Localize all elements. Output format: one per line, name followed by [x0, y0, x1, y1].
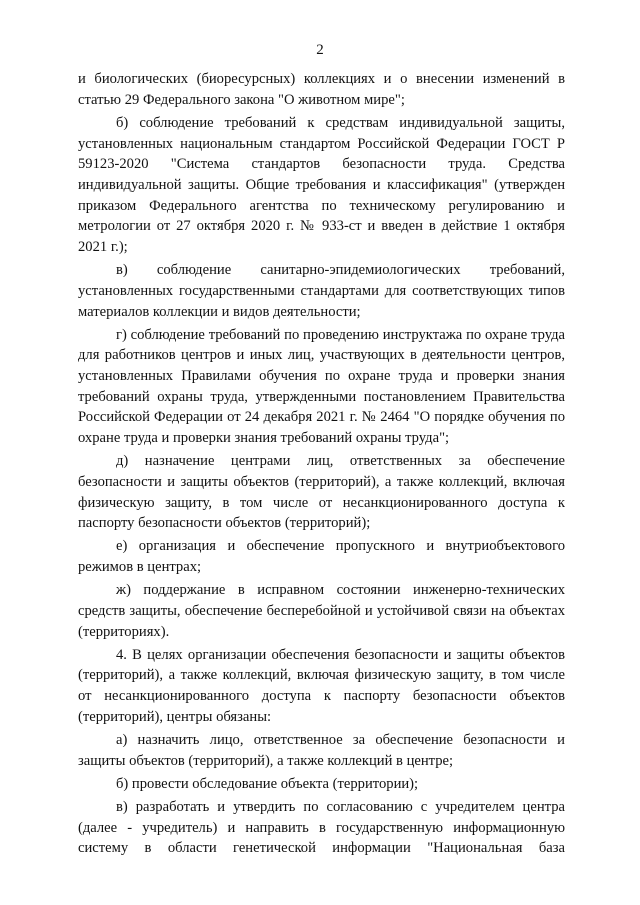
paragraph-v-develop-approve: в) разработать и утвердить по согласованию с учредителем центра (далее - учредитель) и направить в государственную информационную систему в области генетической информации "Национальная база — [78, 798, 565, 857]
paragraph-b-ppe-requirements: б) соблюдение требований к средствам индивидуальной защиты, установленных национальным стандартом Российской Федерации ГОСТ Р 59123-2020 "Система стандартов безопасности труда. Средства индивидуальной защиты. Общие требования и классификация" (утвержден приказом Федерального агентства по техническому регулированию и метрологии от 27 октября 2020 г. № 933-ст и введен в действие 1 октября 2021 г.); — [78, 114, 565, 256]
paragraph-g-safety-briefing: г) соблюдение требований по проведению инструктажа по охране труда для работников центров и иных лиц, участвующих в деятельности центров, установленных Правилами обучения по охране труда и проверки знания требований охраны труда, утвержденными постановлением Правительства Российской Федерации от 24 декабря 2021 г. № 2464 "О порядке обучения по охране труда и проверки знания требований охраны труда"; — [78, 326, 565, 447]
paragraph-d-responsible-persons: д) назначение центрами лиц, ответственных за обеспечение безопасности и защиты объектов (территорий), а также коллекций, включая физическую защиту, в том числе от несанкционированного доступа к паспорту безопасности объектов (территорий); — [78, 453, 565, 532]
page-number: 2 — [316, 42, 324, 58]
paragraph-zh-technical-means: ж) поддержание в исправном состоянии инженерно-технических средств защиты, обеспечение бесперебойной и устойчивой связи на объектах (территориях). — [78, 582, 565, 640]
paragraph-continuation: и биологических (биоресурсных) коллекциях и о внесении изменений в статью 29 Федерального закона "О животном мире"; — [78, 71, 565, 108]
paragraph-v-sanitary-requirements: в) соблюдение санитарно-эпидемиологических требований, установленных государственными стандартами для соответствующих типов материалов коллекции и видов деятельности; — [78, 262, 565, 320]
paragraph-4-obligations: 4. В целях организации обеспечения безопасности и защиты объектов (территорий), а также коллекций, включая физическую защиту, в том числе от несанкционированного доступа к паспорту безопасности объектов (территорий), центры обязаны: — [78, 646, 565, 725]
paragraph-b-inspection: б) провести обследование объекта (территории); — [116, 775, 419, 792]
paragraph-e-access-regime: е) организация и обеспечение пропускного и внутриобъектового режимов в центрах; — [78, 538, 565, 576]
document-body — [78, 69, 565, 861]
paragraph-a-appoint-person: а) назначить лицо, ответственное за обеспечение безопасности и защиты объектов (территорий), а также коллекций в центре; — [78, 731, 565, 769]
